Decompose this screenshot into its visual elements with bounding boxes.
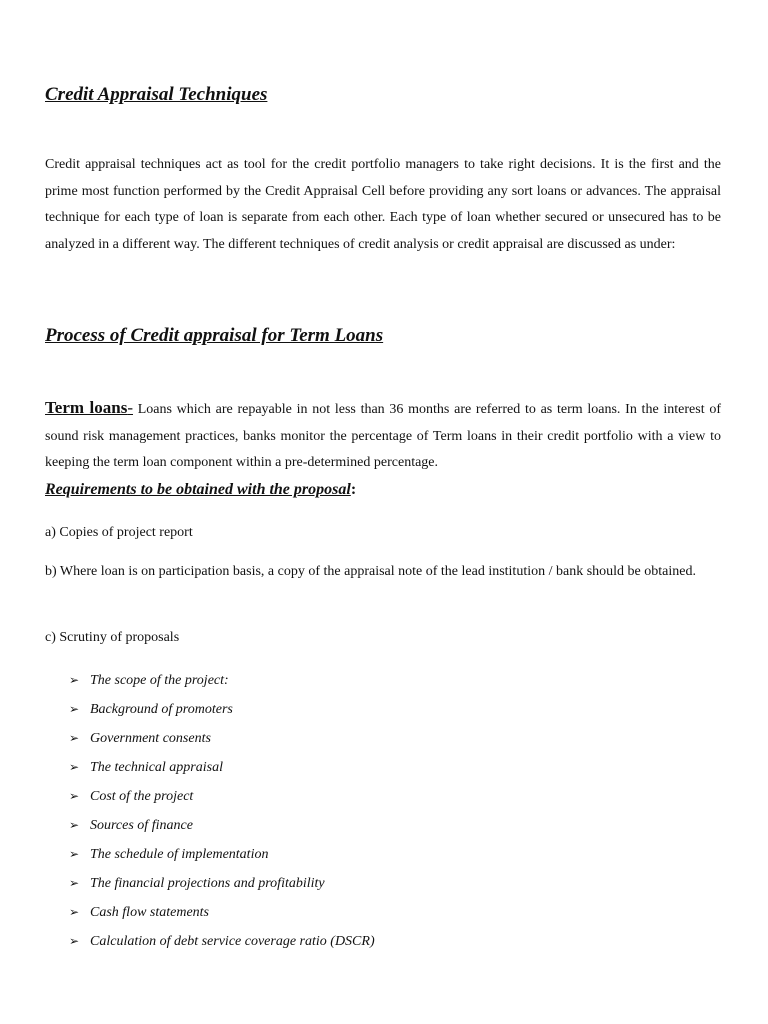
section-heading: Process of Credit appraisal for Term Loans [45,325,384,346]
list-item-label: Cost of the project [90,789,194,804]
list-item-label: Sources of finance [90,818,193,833]
term-loans-label-text: Term loans [45,398,128,417]
requirement-item-a: a) Copies of project report [45,525,193,540]
document-page [45,0,721,1024]
list-item-label: Calculation of debt service coverage ratio (DSCR) [90,934,375,949]
requirements-heading-colon: : [350,481,357,498]
list-item [69,927,375,956]
arrowhead-bullet-icon: ➢ [69,731,80,745]
list-item [69,869,375,898]
arrowhead-bullet-icon: ➢ [69,789,80,803]
list-item-label: Cash flow statements [90,905,210,920]
intro-paragraph: Credit appraisal techniques act as tool for the credit portfolio managers to take right decisions. It is the first and the prime most function performed by the Credit Appraisal Cell before providing any sort loans or advances. The appraisal technique for each type of loan is separate from each other. Each type of loan whether secured or unsecured has to be analyzed in a different way. The different techniques of credit analysis or credit appraisal are discussed as under: [45,157,721,252]
arrowhead-bullet-icon: ➢ [69,760,80,774]
term-loans-dash: - [127,398,133,417]
requirement-item-c: c) Scrutiny of proposals [45,630,180,645]
list-item [69,840,375,869]
scrutiny-list [69,666,375,956]
document-title: Credit Appraisal Techniques [45,84,268,105]
list-item-label: The technical appraisal [90,760,223,775]
list-item-label: The scope of the project: [90,673,229,688]
term-loans-paragraph [45,395,721,477]
requirements-heading-text: Requirements to be obtained with the proposal [45,481,351,498]
list-item [69,782,375,811]
arrowhead-bullet-icon: ➢ [69,702,80,716]
list-item-label: The financial projections and profitability [90,876,325,891]
requirements-heading [45,478,356,502]
list-item-label: Background of promoters [90,702,233,717]
requirement-item-b: b) Where loan is on participation basis, a copy of the appraisal note of the lead institution / bank should be obtained. [45,564,696,579]
arrowhead-bullet-icon: ➢ [69,673,80,687]
term-loans-text: Loans which are repayable in not less than 36 months are referred to as term loans. In the interest of sound risk management practices, banks monitor the percentage of Term loans in their credit portfolio with a view to keeping the term loan component within a pre-determined percentage. [45,402,721,471]
arrowhead-bullet-icon: ➢ [69,876,80,890]
term-loans-label [45,398,133,417]
arrowhead-bullet-icon: ➢ [69,847,80,861]
list-item-label: Government consents [90,731,211,746]
list-item [69,811,375,840]
arrowhead-bullet-icon: ➢ [69,905,80,919]
list-item [69,753,375,782]
list-item [69,898,375,927]
list-item [69,724,375,753]
list-item [69,695,375,724]
list-item-label: The schedule of implementation [90,847,269,862]
list-item [69,666,375,695]
arrowhead-bullet-icon: ➢ [69,934,80,948]
arrowhead-bullet-icon: ➢ [69,818,80,832]
